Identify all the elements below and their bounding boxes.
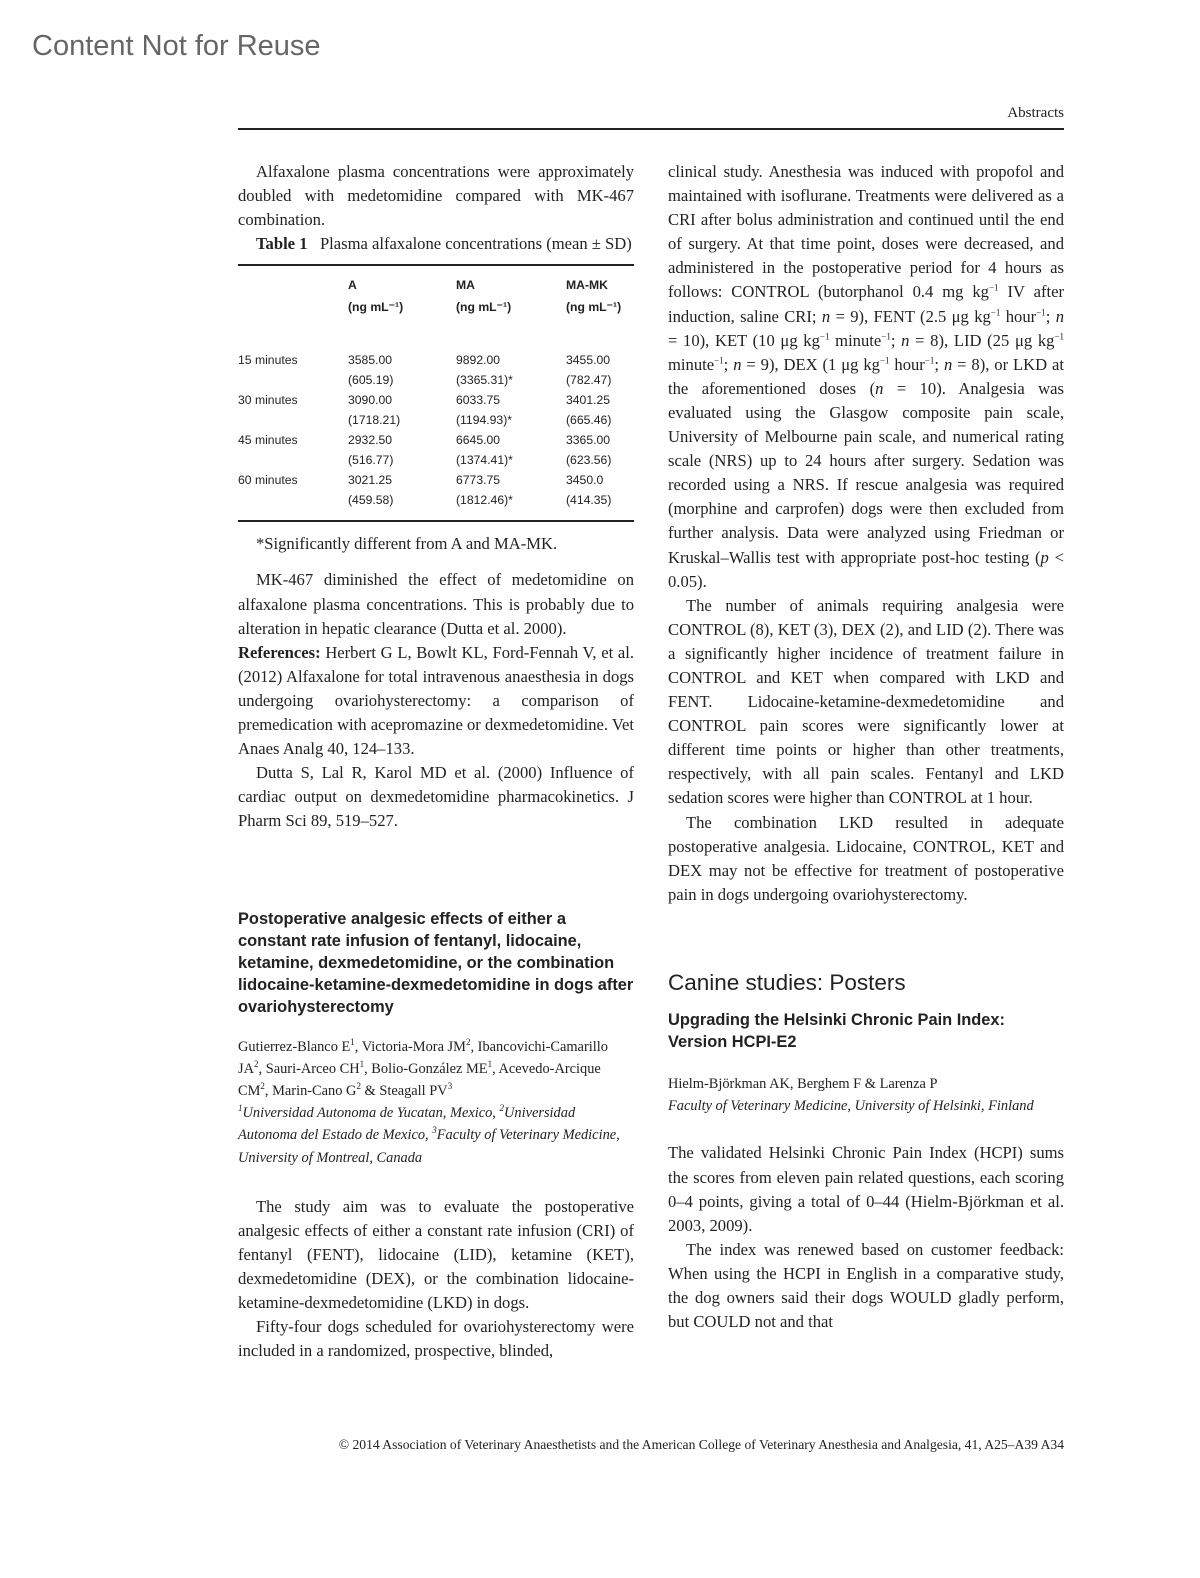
table-footnote: *Significantly different from A and MA-MK. [256,534,558,554]
table-row: 30 minutes 3090.00 6033.75 3401.25 [238,393,611,408]
table-row: 45 minutes 2932.50 6645.00 3365.00 [238,433,611,448]
table-header-ma: MA (ng mL⁻¹) [456,278,512,315]
running-head: Abstracts [1007,105,1064,121]
table-row: (516.77) (1374.41)* (623.56) [348,453,612,468]
table-label: Table 1 [256,234,308,254]
conclusion-paragraph: The combination LKD resulted in adequate postoperative analgesia. Lidocaine, CONTROL, KET and DEX may not be effective for treatment of postoperative pain in dogs undergoing ovariohysterectomy. [668,812,1064,904]
alfaxalone-table [238,264,634,522]
article-title: Upgrading the Helsinki Chronic Pain Index: Version HCPI-E2 [668,1011,1005,1051]
right-column [668,160,1064,1334]
table-row: (459.58) (1812.46)* (414.35) [348,493,612,508]
affiliations: Faculty of Veterinary Medicine, University of Helsinki, Finland [668,1098,1034,1115]
table-row: (1718.21) (1194.93)* (665.46) [348,413,612,428]
section-heading: Canine studies: Posters [668,969,906,995]
table-header-a: A (ng mL⁻¹) [348,278,404,315]
results-paragraph: The number of animals requiring analgesia were CONTROL (8), KET (3), DEX (2), and LID (2). There was a significantly higher incidence of treatment failure in CONTROL and KET when compared with LKD and FENT. Lidocaine-ketamine-dexmedetomidine and CONTROL pain scores were significantly lower at different time points or higher than other treatments, respectively, with all pain scales. Fentanyl and LKD sedation scores were higher than CONTROL at 1 hour. [668,595,1064,808]
table-row: 60 minutes 3021.25 6773.75 3450.0 [238,473,604,488]
affiliations: $^1$Universidad Autonoma de Yucatan, Mexico, $^2$Universidad Autonoma del Estado de Mexico, $^3$Faculty of Veterinary Medicine, University of Montreal, Canada [238,1103,620,1166]
abstract-paragraph: Fifty-four dogs scheduled for ovariohysterectomy were included in a randomized, prospective, blinded, [238,1317,634,1361]
references-label: References: [238,642,321,662]
table-caption-text: Plasma alfaxalone concentrations (mean ± SD) [319,234,632,254]
table-caption [238,232,634,256]
reference-2: Dutta S, Lal R, Karol MD et al. (2000) Influence of cardiac output on dexmedetomidine pharmacokinetics. J Pharm Sci 89, 519–527. [238,763,634,831]
author-list: Hielm-Björkman AK, Berghem F & Larenza P [668,1076,938,1092]
left-column [238,160,634,1363]
abstract-paragraph: The study aim was to evaluate the postoperative analgesic effects of either a constant rate infusion (CRI) of fentanyl (FENT), lidocaine (LID), ketamine (KET), dexmedetomidine (DEX), or the combination lidocaine-ketamine-dexmedetomidine (LKD) in dogs. [238,1196,634,1313]
table-row: (605.19) (3365.31)* (782.47) [348,373,612,388]
abstract-paragraph: The validated Helsinki Chronic Pain Index (HCPI) sums the scores from eleven pain related questions, each scoring 0–4 points, giving a total of 0–44 (Hielm-Björkman et al. 2003, 2009). [668,1143,1064,1235]
intro-paragraph: Alfaxalone plasma concentrations were approximately doubled with medetomidine compared with MK-467 combination. [238,162,634,230]
table-row: 15 minutes 3585.00 9892.00 3455.00 [238,353,611,368]
header-rule [238,128,1064,130]
watermark: Content Not for Reuse [32,30,321,62]
author-list: Gutierrez-Blanco $E^1$, Victoria-Mora $JM^2$, Ibancovichi-Camarillo $JA^2$, Sauri-Arceo $CH^1$, Bolio-González $ME^1$, Acevedo-Arcique $CM^2$, Marin-Cano $G^2$ & Steagall $PV^3$ [238,1036,608,1099]
methods-paragraph: clinical study. Anesthesia was induced with propofol and maintained with isoflurane. Treatments were delivered as a CRI after bolus administration and continued until the end of surgery. At that time point, doses were decreased, and administered in the postoperative period for 4 hours as follows: CONTROL (butorphanol 0.4 mg $kg^{-1}$ IV after induction, saline CRI; n = 9), FENT (2.5 μg $kg^{-1}$ hour$^{-1}$; n = 10), KET (10 μg $kg^{-1}$ minute$^{-1}$; n = 8), LID (25 μg $kg^{-1}$ minute$^{-1}$; n = 9), DEX (1 μg $kg^{-1}$ hour$^{-1}$; n = 8), or LKD at the aforementioned doses (n = 10). Analgesia was evaluated using the Glasgow composite pain scale, University of Melbourne pain scale, and numerical rating scale (NRS) up to 24 hours after surgery. Sedation was recorded using a NRS. If rescue analgesia was required (morphine and carprofen) dogs were then excluded from further analysis. Data were analyzed using Friedman or Kruskal–Wallis test with appropriate post-hoc testing (p < 0.05). [668,162,1064,591]
table-header-time [238,265,348,342]
discussion-paragraph: MK-467 diminished the effect of medetomidine on alfaxalone plasma concentrations. This is probably due to alteration in hepatic clearance (Dutta et al. 2000). [238,570,634,638]
article-title: Postoperative analgesic effects of either a constant rate infusion of fentanyl, lidocaine, ketamine, dexmedetomidine, or the combination lidocaine-ketamine-dexmedetomidine in dogs after ovariohysterectomy [238,909,634,1016]
reference-1: References: Herbert G L, Bowlt KL, Ford-Fennah V, et al. (2012) Alfaxalone for total intravenous anaesthesia in dogs undergoing ovariohysterectomy: a comparison of premedication with acepromazine or dexmedetomidine. Vet Anaes Analg 40, 124–133. [238,642,635,759]
table-header-mamk: MA-MK (ng mL⁻¹) [566,278,622,315]
abstract-paragraph: The index was renewed based on customer feedback: When using the HCPI in English in a comparative study, the dog owners said their dogs WOULD gladly perform, but COULD not and that [668,1239,1064,1332]
page-footer: © 2014 Association of Veterinary Anaesthetists and the American College of Veterinary Anesthesia and Analgesia, 41, A25–A39 A34 [338,1437,1064,1452]
